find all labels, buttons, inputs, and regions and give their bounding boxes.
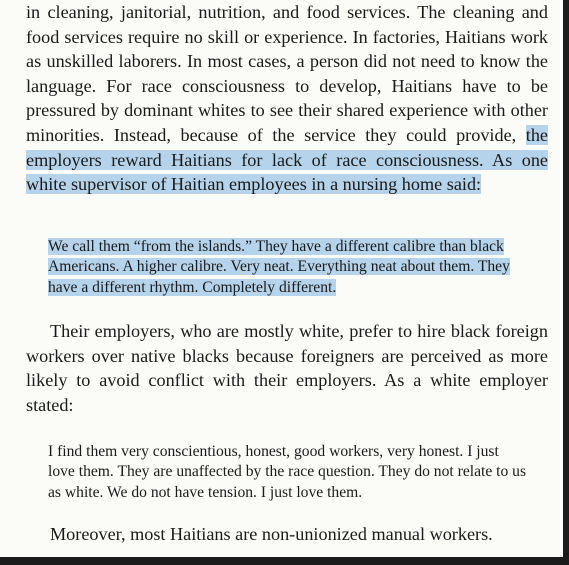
window-frame-right	[563, 0, 569, 565]
paragraph-1	[26, 0, 548, 197]
paragraph-2: Their employers, who are mostly white, prefer to hire black foreign workers over native blacks because foreigners are perceived as more likely to avoid conflict with their employers. As a white employer stated:	[26, 321, 548, 415]
highlighted-text: the employers reward Haitians for lack of race consciousness. As one white supervisor of Haitian employees in a nursing home said:	[26, 124, 548, 195]
block-quote-1	[48, 237, 528, 298]
block-quote-1-text: We call them “from the islands.” They have a different calibre than black Americans. A higher calibre. Very neat. Everything neat about them. They have a different rhythm. Completely different.	[48, 238, 510, 296]
window-frame-bottom	[0, 557, 569, 565]
paragraph-1-text: in cleaning, janitorial, nutrition, and food services. The cleaning and food services require no skill or experience. In factories, Haitians work as unskilled laborers. In most cases, a person did not need to know the language. For race consciousness to develop, Haitians have to be pressured by dominant whites to see their shared experience with other minorities. Instead, because of the service they could provide,	[26, 2, 548, 145]
paragraph-3: Moreover, most Haitians are non-unionized manual workers.	[50, 524, 493, 544]
block-quote-2: I find them very conscientious, honest, good workers, very honest. I just love them. They are unaffected by the race question. They do not relate to us as white. We do not have tension. I just love them.	[48, 443, 527, 501]
